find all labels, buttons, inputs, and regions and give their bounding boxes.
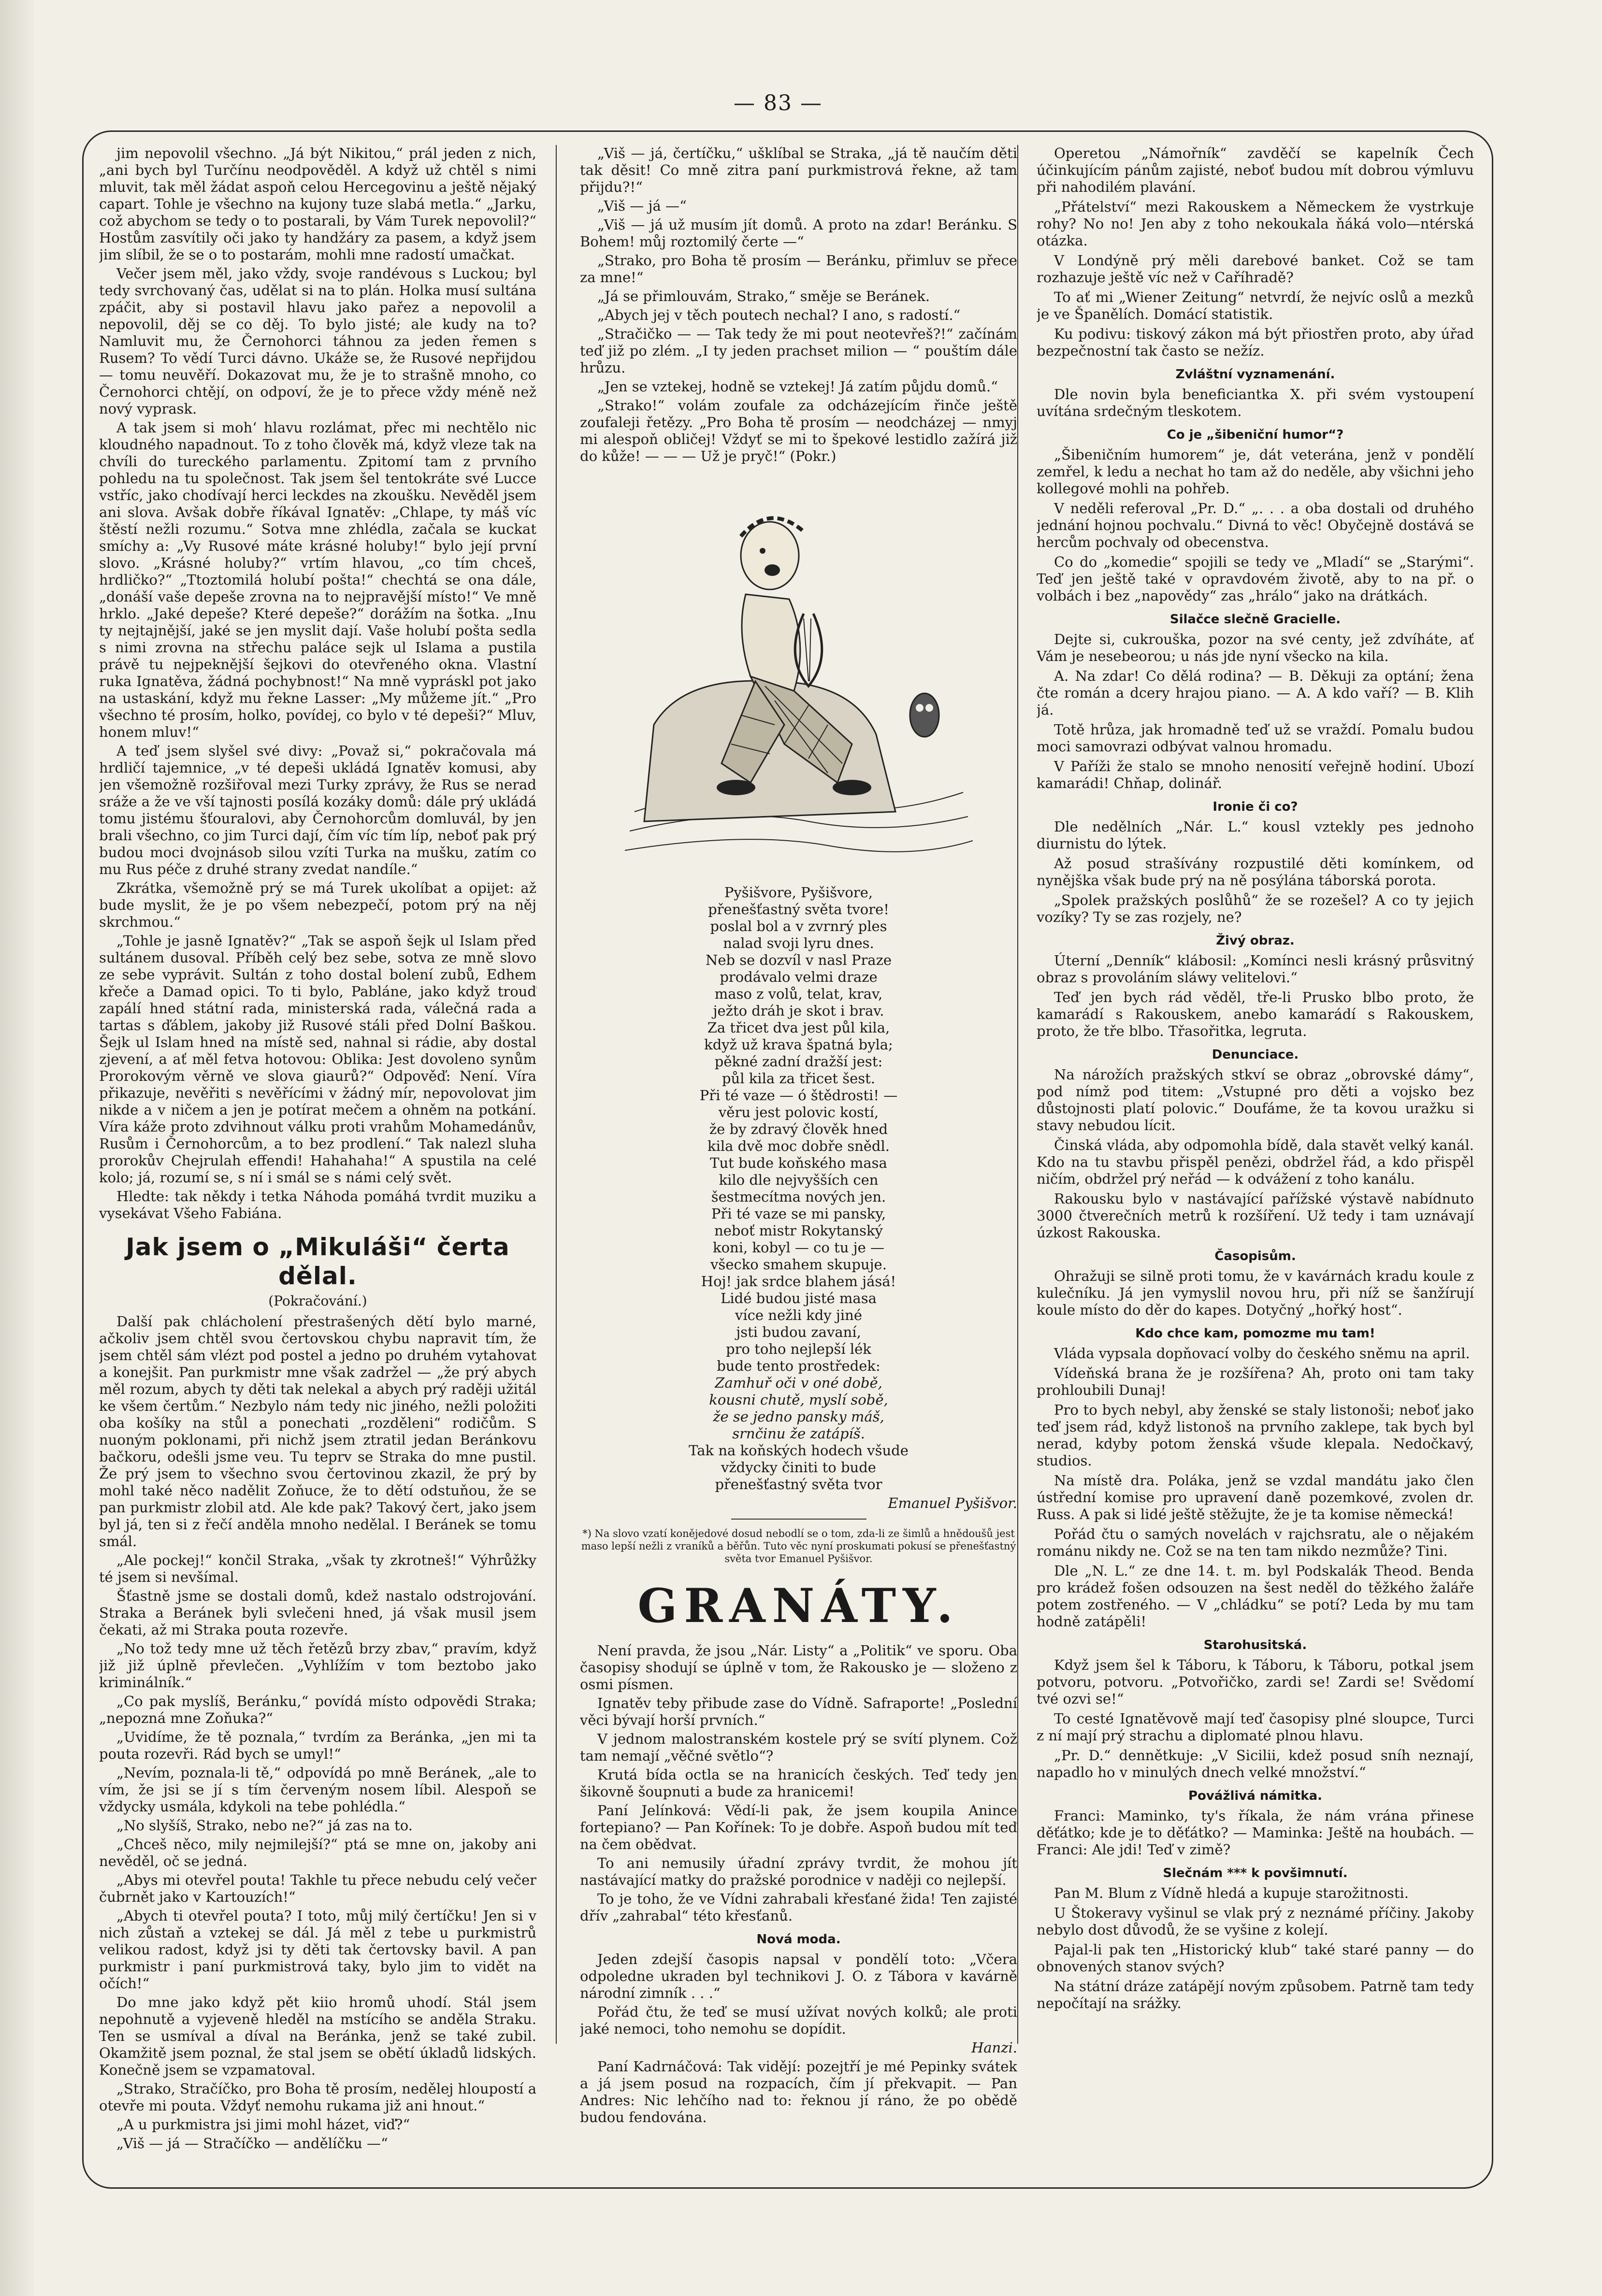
paragraph: V jednom malostranském kostele prý se svítí plynem. Což tam nemají „věčné světlo“? (580, 1731, 1017, 1764)
poem-line: nalad svoji lyru dnes. (723, 935, 874, 951)
paragraph: „Strako, Stračíčko, pro Boha tě prosím, nedělej hloupostí a otevře mi pouta. Vždyť nemohu rukama již ani hnout.“ (99, 2081, 536, 2114)
poem-line: věru jest polovic kostí, (718, 1104, 879, 1120)
poem-line: ježto dráh je skot i brav. (713, 1003, 884, 1019)
paragraph: Jeden zdejší časopis napsal v pondělí toto: „Včera odpoledne ukraden byl technikovi J. O. z Tábora v kavárně národní zimník . . .“ (580, 1951, 1017, 2001)
subheading: Starohusitská. (1203, 1638, 1307, 1652)
poem-line: Při té vaze se mi pansky, (711, 1205, 886, 1222)
paragraph: Až posud strašívány rozpustilé děti komínkem, od nynějška však bude prý na ně posýlána táborská porota. (1037, 855, 1474, 889)
poem-line: Pyšišvore, Pyšišvore, (724, 884, 873, 901)
paragraph: Pajal-li pak ten „Historický klub“ také staré panny — do obnovených stanov svých? (1037, 1941, 1474, 1975)
section-subtitle: (Pokračování.) (268, 1293, 367, 1309)
subheading: Slečnám *** k povšimnutí. (1163, 1866, 1348, 1880)
paragraph: Dle nedělních „Nár. L.“ kousl vztekly pes jednoho diurnistu do lýtek. (1037, 818, 1474, 852)
paragraph: Paní Kadrnáčová: Tak vidějí: pozejtří je mé Pepinky svátek a já jsem posud na rozpacích, čím jí překvapit. — Pan Andres: Nic lehčího nad to: řeknou jí ráno, že po obědě budou fendována. (580, 2058, 1017, 2125)
paragraph: „Viš — já, čertíčku,“ ušklíbal se Straka, „já tě naučím děti tak děsit! Co mně zitra paní purkmistrová řekne, až tam přijdu?!“ (580, 145, 1017, 195)
scan-edge (0, 0, 34, 2296)
paragraph: „Stračičko — — Tak tedy že mi pout neotevřeš?!“ začínám teď již po zlém. „I ty jeden prachset milion — “ pouštím dále hrůzu. (580, 326, 1017, 376)
paragraph: „Viš — já — Stračíčko — andělíčku —“ (116, 2135, 388, 2152)
paragraph: Ignatěv teby přibude zase do Vídně. Safraporte! „Poslední věci bývají horší prvních.“ (580, 1695, 1017, 1728)
poem-line: Za třicet dva jest půl kila, (707, 1019, 890, 1036)
paragraph: Další pak chlácholení přestrašených dětí bylo marné, ačkoliv jsem chtěl svou čertovskou chybu napravit tím, že jsem chtěl sám vlézt pod postel a jedno po druhém vytahovat a konejšit. Pan purkmistr mne však zadržel — „že prý abych měl rozum, abych ty děti tak nelekal a abych prý raději užitál ke všem čertům.“ Nezbylo nám tedy nic jiného, nežli položiti oba košíky na stůl a ponechati „rozděleni“ rodičům. S nuoným poklonami, při nichž jsem ztratil jedan Beránkovu bačkoru, odešli jsme veu. Tu teprv se Straka do mne pustil. Že prý jsem to všechno svou čertovinou zkazil, že prý by mohl také něco nadělit Zoňuce, že to dětí odstuňou, že se pan purkmistr zlobil atd. Ale kde pak? Takový čert, jako jsem byl já, ten si z řečí anděla mnoho nedělal. I Beránek se tomu smál. (99, 1313, 536, 1550)
paragraph: Totě hrůza, jak hromadně teď už se vraždí. Pomalu budou moci samovrazi odbývat valnou hromadu. (1037, 721, 1474, 755)
paragraph: „Strako!“ volám zoufale za odcházejícím řinče ještě zoufaleji řetězy. „Pro Boha tě prosím — neodcházej — nmyj mi alespoň obličej! Vždyť se mi to špekové lestidlo zažírá již do kůže! — — — Už je pryč!“ (Pokr.) (580, 397, 1017, 464)
poem-line: neboť mistr Rokytanský (714, 1222, 883, 1239)
poem-line: koni, kobyl — co tu je — (713, 1239, 884, 1256)
paragraph: „Strako, pro Boha tě prosím — Beránku, přimluv se přece za mne!“ (580, 252, 1017, 286)
poem-line: Neb se dozvíl v nasl Praze (705, 952, 892, 968)
page-number: — 83 — (734, 91, 823, 115)
paragraph: Na státní dráze zatápějí novým způsobem. Patrně tam tedy nepočítají na srážky. (1037, 1978, 1474, 2011)
paragraph: Na místě dra. Poláka, jenž se vzdal mandátu jako člen ústřední komise pro upravení daně pozemkové, zvolen dr. Russ. A pak si lidé ještě stěžujte, že je ta komise německá! (1037, 1472, 1474, 1522)
paragraph: A. Na zdar! Co dělá rodina? — B. Děkuji za optání; žena čte román a dcery hrajou piano. — A. A kdo vaří? — B. Klih já. (1037, 668, 1474, 718)
paragraph: Pro to bych nebyl, aby ženské se staly listonoši; neboť jako teď jsem rád, když listonoš na prvního zaklepe, tak bych byl nerad, kdyby potom ženská všude klepala. Nedočkavý, studios. (1037, 1402, 1474, 1469)
paragraph: „Abych jej v těch poutech nechal? I ano, s radostí.“ (597, 307, 961, 323)
paragraph: Činská vláda, aby odpomohla bídě, dala stavět velký kanál. Kdo na tu stavbu přispěl penězi, obdržel řád, a kdo přispěl ničím, obdržel prý neřád — k odvážení z toho kanálu. (1037, 1137, 1474, 1187)
paragraph: Večer jsem měl, jako vždy, svoje randévous s Luckou; byl tedy svrchovaný čas, udělat si na to plán. Holka musí sultána zpáčit, aby si postavil hlavu jako pařez a nepovolil a nepovolil, děj se co děj. To bylo jisté; ale kudy na to? Namluvit mu, že Černohorci táhnou za jeden řemen s Rusem? To vědí Turci dávno. Ukáže se, že Rusové nepřijdou — tomu neuvěří. Dokazovat mu, že je to strašně mnoho, co Černohorci chtějí, on odpoví, že je to přece vždy méně než nový vyprask. (99, 265, 536, 417)
paragraph: Vláda vypsala dopňovací volby do českého sněmu na april. (1054, 1345, 1470, 1362)
section-title: Jak jsem o „Mikuláši“ čerta dělal. (126, 1233, 510, 1290)
subheading: Co je „šibeniční humor“? (1167, 428, 1344, 442)
paragraph: Když jsem šel k Táboru, k Táboru, k Táboru, potkal jsem potvoru, potvoru. „Potvořičko, zardi se! Zardi se! Svědomí tvé ozvi se!“ (1037, 1657, 1474, 1707)
paragraph: Dle novin byla beneficiantka X. při svém vystoupení uvítána srdečným tleskotem. (1037, 386, 1474, 419)
poem-line: jsti budou zavaní, (736, 1324, 861, 1340)
paragraph: V neděli referoval „Pr. D.“ „. . . a oba dostali od druhého jednání hojnou pochvalu.“ Divná to věc! Obyčejně dostává se hercům pochvaly od obecenstva. (1037, 500, 1474, 550)
column-right (1037, 145, 1474, 2156)
paragraph: A tak jsem si moh‘ hlavu rozlámat, přec mi nechtělo nic kloudného napadnout. To z toho člověk má, když vleze tak na chvíli do tureckého parlamentu. Zpitomí tam z prvního pohledu na tu společnost. Tak jsem šel tentokráte své Lucce vstříc, jako chodívají herci leckdes na zkoušku. Nevěděl jsem ani slova. Avšak dobře říkával Ignatěv: „Chlape, ty máš víc štěstí nežli rozumu.“ Sotva mne zhlédla, začala se kuckat smíchy a: „Vy Rusové máte krásné holuby!“ bylo její první slovo. „Krásné holuby?“ vrtím hlavou, „co tím chceš, hrdličko?“ „Ttoztomilá holubí pošta!“ chechtá se ona dále, „donáší vaše depeše zrovna na to nejpravější místo!“ Ve mně hrklo. „Jaké depeše? Které depeše?“ dorážím na šotka. „Inu ty nejtajnější, jaké se jen myslit dají. Vaše holubí pošta sedla s nimi zrovna na střechu paláce sejk ul Islama a pustila právě tu nejpeknější šejkovi do otevřeného okna. Vlastní ruka Ignatěva, žádná pochybnost!“ Na mně vypráskl pot jako na ustaskání, když mu řekne Lasser: „My můžeme jít.“ „Pro všechno té prosím, holko, povídej, co bylo v té depeši?“ Mluv, honem mluv!“ (99, 419, 536, 740)
footnote-rule (731, 1519, 866, 1520)
paragraph: „Viš — já —“ (597, 198, 687, 214)
paragraph: „Ale pockej!“ končil Straka, „však ty zkrotneš!“ Výhrůžky té jsem si nevšímal. (99, 1552, 536, 1585)
subheading: Denunciace. (1212, 1048, 1299, 1062)
paragraph: Franci: Maminko, ty's říkala, že nám vrána přinese děťátko; kde je to děťátko? — Maminka: Ještě na houbách. — Franci: Ale jdi! Teď v zimě? (1037, 1808, 1474, 1858)
paragraph: Krutá bída octla se na hranicích českých. Teď tedy jen šikovně šoupnuti a bude za hranicemi! (580, 1766, 1017, 1800)
paragraph: Úterní „Denník“ klábosil: „Komínci nesli krásný průsvitný obraz s provoláním sláwy velitelovi.“ (1037, 952, 1474, 986)
poem-line: Tut bude koňského masa (710, 1155, 887, 1171)
column-middle (580, 145, 1017, 2156)
poem-line: že se jedno pansky máš, (713, 1408, 884, 1425)
poem-line: prodávalo velmi draze (720, 969, 878, 985)
signature: Hanzi. (971, 2039, 1017, 2056)
poem (580, 884, 1017, 1493)
paragraph: Do mne jako když pět kiio hromů uhodí. Stál jsem nepohnutě a vyjeveně hleděl na mstícího se anděla Straku. Ten se usmíval a díval na Beránka, jenž se také zubil. Okamžitě jsem poznal, že stal jsem se obětí úkladů lidských. Konečně jsem se vzpamatoval. (99, 1994, 536, 2078)
paragraph: To ať mi „Wiener Zeitung“ netvrdí, že nejvíc oslů a mezků je ve Španělích. Domácí statistik. (1037, 289, 1474, 322)
poem-line: že by zdravý člověk hned (709, 1121, 888, 1137)
paragraph: Ku podivu: tiskový zákon má být přiostřen proto, aby úřad bezpečnostní tak často se nežíz. (1037, 326, 1474, 359)
paragraph: „Šibeničním humorem“ je, dát veterána, jenž v pondělí zemřel, k ledu a nechat ho tam až do neděle, aby všichni jeho kollegové mohli na pohřeb. (1037, 446, 1474, 497)
poem-line: bude tento prostředek: (717, 1358, 880, 1374)
column-rule (556, 145, 557, 2044)
poem-line: půl kila za třicet šest. (722, 1070, 876, 1087)
paragraph: Vídeňská brana že je rozšířena? Ah, proto oni tam taky prohloubili Dunaj! (1037, 1365, 1474, 1398)
poem-line: Hoj! jak srdce blahem jásá! (701, 1273, 896, 1290)
paragraph: To ani nemusily úřadní zprávy tvrdit, že mohou jít nastávající matky do pražské porodnice v naději co nejlepší. (580, 1855, 1017, 1888)
paragraph: To cesté Ignatěvově mají teď časopisy plné sloupce, Turci z ní mají prý strachu a diplomaté plnou hlavu. (1037, 1710, 1474, 1744)
subheading: Silačce slečně Gracielle. (1169, 612, 1341, 627)
poem-line: poslal bol a v zvrnrý ples (710, 918, 887, 934)
paragraph: Pořád čtu, že teď se musí užívat nových kolků; ale proti jaké nemoci, toho nemohu se dopídit. (580, 2004, 1017, 2037)
subheading: Kdo chce kam, pomozme mu tam! (1135, 1326, 1375, 1341)
poem-line: vždycky činiti to bude (721, 1459, 876, 1476)
subheading: Nová moda. (756, 1932, 841, 1947)
subheading: Ironie či co? (1212, 800, 1298, 814)
paragraph: Hledte: tak někdy i tetka Náhoda pomáhá tvrdit muziku a vysekávat Všeho Fabiána. (99, 1188, 536, 1221)
paragraph: Není pravda, že jsou „Nár. Listy“ a „Politik“ ve sporu. Oba časopisy shodují se úplně v tom, že Rakousko je — složeno z osmi písmen. (580, 1642, 1017, 1693)
poem-line: pěkné zadní dražší jest: (714, 1053, 883, 1070)
paragraph: „Viš — já už musím jít domů. A proto na zdar! Beránku. S Bohem! můj roztomilý čerte —“ (580, 216, 1017, 250)
poem-line: maso z volů, telat, krav, (714, 986, 883, 1002)
paragraph: „No tož tedy mne už těch řetězů brzy zbav,“ pravím, když již již úplně převlečen. „Vyhlížím v tom beztobo jako kriminálník.“ (99, 1640, 536, 1691)
paragraph: „Spolek pražských poslůhů“ že se rozešel? A co ty jejich vozíky? Ty se zas rozjely, ne? (1037, 892, 1474, 925)
paragraph: Pořád čtu o samých novelách v rajchsratu, ale o nějakém románu nikdy ne. Což se na ten tam nikdo nezmůže? Tini. (1037, 1526, 1474, 1559)
paragraph: Ohražuji se silně proti tomu, že v kavárnách kradu koule z kulečníku. Já jen vymyslil novou hru, při níž se šanžírují koule místo do děr do kapes. Dotyčný „hořký host“. (1037, 1268, 1474, 1318)
column-rule (1017, 145, 1018, 2044)
paragraph: Zkrátka, všemožně prý se má Turek ukolíbat a opijet: až bude myslit, že je po všem nebezpečí, potom prý na něj skrchmou.“ (99, 880, 536, 930)
poem-line: Lidé budou jisté masa (721, 1290, 877, 1306)
paragraph: Paní Jelínková: Vědí-li pak, že jsem koupila Anince fortepiano? — Pan Kořínek: To je dobře. Aspoň budou mít teď na čem obědvat. (580, 1802, 1017, 1852)
poem-line: více nežli kdy jiné (735, 1307, 862, 1323)
poem-line: kousni chutě, myslí sobě, (709, 1392, 888, 1408)
subheading: Živý obraz. (1216, 933, 1295, 948)
paragraph: „No slyšíš, Strako, nebo ne?“ já zas na to. (116, 1817, 413, 1834)
paragraph: Na nárožích pražských stkví se obraz „obrovské dámy“, pod nímž pod titem: „Vstupné pro děti a vojsko bez důstojnosti platí polovic.“ Doufáme, že ta kovou uražku si stavy nebudou lícit. (1037, 1066, 1474, 1134)
paragraph: „Nevím, poznala-li tě,“ odpovídá po mně Beránek, „ale to vím, že jsi se jí s tím červeným nosem líbil. Alespoň se vždycky usmála, kdykoli na tebe pohlédla.“ (99, 1765, 536, 1815)
poem-line: když už krava špatná byla; (704, 1036, 893, 1053)
paragraph: „Uvidíme, že tě poznala,“ tvrdím za Beránka, „jen mi ta pouta rozevři. Rád bych se umyl!“ (99, 1729, 536, 1762)
granaty-heading: GRANÁTY. (637, 1578, 960, 1633)
paragraph: Dle „N. L.“ ze dne 14. t. m. byl Podskalák Theod. Benda pro krádež fošen odsouzen na šest neděl do těžkého žaláře potem zostřeného. — V „chládku“ se potí? Leda by mu tam hodně zatápěli! (1037, 1563, 1474, 1630)
paragraph: „Přátelství“ mezi Rakouskem a Německem že vystrkuje rohy? No no! Jen aby z toho nekoukala ňáká volo—ntérská otázka. (1037, 199, 1474, 249)
column-left (99, 145, 536, 2156)
paragraph: V Londýně prý měli darebové banket. Což se tam rozhazuje ještě víc než v Caříhradě? (1037, 252, 1474, 286)
poem-line: pro toho nejlepší lék (726, 1341, 871, 1357)
paragraph: „A u purkmistra jsi jimi mohl házet, viď?“ (116, 2116, 410, 2133)
poem-line: Zamhuř oči v oné době, (715, 1375, 882, 1391)
poem-line: přenešťastný světa tvore! (708, 901, 889, 918)
subheading: Časopisům. (1214, 1249, 1296, 1263)
paragraph: „Jen se vztekej, hodně se vztekej! Já zatím půjdu domů.“ (597, 378, 998, 395)
paragraph: V Paříži že stalo se mnoho nenosití veřejně hodiní. Ubozí kamarádi! Chňap, dolinář. (1037, 758, 1474, 791)
poem-line: kilo dle nejvyšších cen (719, 1172, 879, 1188)
paragraph: To je toho, že ve Vídni zahrabali křesťané žida! Ten zajisté dřív „zahrabal“ této křesťanů. (580, 1891, 1017, 1924)
footnote: *) Na slovo vzatí konějedové dosud nebodlí se o tom, zda-li ze šimlů a hnědoušů jest maso lepší nežli z vraníků a běřůn. Tuto věc nyní proskumati pokusí se přenešťastný světa tvor Emanuel Pyšišvor. (581, 1528, 1016, 1564)
poem-line: všecko smahem skupuje. (710, 1256, 887, 1273)
poem-signature: Emanuel Pyšišvor. (888, 1495, 1017, 1511)
paragraph: „Co pak myslíš, Beránku,“ povídá místo odpovědi Straka; „nepozná mne Zoňuka?“ (99, 1693, 536, 1726)
paragraph: „Abych ti otevřel pouta? I toto, můj milý čertíčku! Jen si v nich zůstaň a vztekej se dál. Já měl z tebe u purkmistrů velikou radost, když jsi ty děti tak čertovsky bavil. A pan purkmistr i paní purkmistrová taky, bylo jim to vidět na očích!“ (99, 1908, 536, 1992)
caricature-illustration (625, 474, 973, 870)
poem-line: Tak na koňských hodech všude (689, 1442, 909, 1459)
paragraph: „Pr. D.“ dennětkuje: „V Sicilii, kdež posud sníh neznají, napadlo ho v minulých dnech velké množství.“ (1037, 1747, 1474, 1780)
subheading: Zvláštní vyznamenání. (1175, 367, 1335, 382)
subheading: Povážlivá námitka. (1188, 1789, 1323, 1803)
paragraph: Teď jen bych rád věděl, tře-li Prusko blbo proto, že kamarádí s Rakouskem, anebo kamarádí s Rakouskem, proto, že tře blbo. Třasořitka, legruta. (1037, 989, 1474, 1039)
paragraph: Co do „komedie“ spojili se tedy ve „Mladí“ se „Starými“. Teď jen ještě také v opravdovém životě, aby to na př. o volbách i bez „napovědy“ zas „hrálo“ jako na drátkách. (1037, 554, 1474, 604)
paragraph: Dejte si, cukrouška, pozor na své centy, jež zdvíháte, ať Vám je nesebeorou; u nás jde nyní všecko na kila. (1037, 631, 1474, 664)
paragraph: „Tohle je jasně Ignatěv?“ „Tak se aspoň šejk ul Islam před sultánem dusoval. Příběh celý bez sebe, sotva ze mně slovo ze sebe vyprávit. Sultán z toho dostal bolení zubů, Edhem křeče a Damad opici. To ti bylo, Pabláne, jako když trouď zapálí hned státní rada, ministerská rada, válečná rada a tartas s ďáblem, jakoby již Rusové stáli před Dolní Baškou. Šejk ul Islam hned na místě sed, nahnal si rádie, aby dostal zjevení, a ať měl fetva hotovou: Oblika: Jest dovoleno synům Prorokovým věrně ve slova giaurů?“ Odpověď: Není. Víra přikazuje, nevěřiti s nevěřícími v žádný mír, nepovolovat jim nikde a v ničem a jen je potírat mečem a ohněm na potkání. Víra káže proto zdvihnout válku proti vrahům Mohamedánův, Rusům i Černohorcům, a to bez prodlení.“ Tak nalezl sluha prorokův Chejrulah effendi! Hahahaha!“ A spustila na celé kolo; já, rozumí se, s ní i smál se s námi celý svět. (99, 933, 536, 1186)
paragraph: jim nepovolil všechno. „Já být Nikitou,“ prál jeden z nich, „ani bych byl Turčínu neodpověděl. A když už chtěl s nimi mluvit, tak měl žádat aspoň celou Hercegovinu a ještě nějaký capart. Tohle je všechno na kujony tuze slabá metla.“ „Jarku, což abychom se tedy o to postarali, by Vám Turek nepovolil?“ Hostům zasvítily oči jako ty handžáry za pasem, a když jsem jim slíbil, že se o to postarám, mohli mne radostí umačkat. (99, 145, 536, 263)
poem-line: přenešťastný světa tvor (715, 1476, 882, 1492)
poem-line: Při té vaze — ó štědrosti! — (699, 1087, 898, 1104)
poem-line: srnčinu že zatápíš. (732, 1425, 865, 1442)
paragraph: Rakousku bylo v nastávající pařížské výstavě nabídnuto 3000 čtverečních metrů k rozšíření. Už tedy i tam uznávají úzkost Rakouska. (1037, 1191, 1474, 1241)
paragraph: U Štokeravy vyšinul se vlak prý z neznámé příčiny. Jakoby nebylo dost důvodů, že se vyšine z kolejí. (1037, 1905, 1474, 1938)
paragraph: Operetou „Námořník“ zavděčí se kapelník Čech účinkujícím pánům zajisté, neboť budou mít dobrou výmluvu při nahodilém plavání. (1037, 145, 1474, 195)
paragraph: „Chceš něco, mily nejmilejší?“ ptá se mne on, jakoby ani nevěděl, oč se jedná. (99, 1836, 536, 1869)
paragraph: „Já se přimlouvám, Strako,“ směje se Beránek. (597, 288, 930, 304)
poem-line: šestmecítma nových jen. (711, 1189, 886, 1205)
paragraph: A teď jsem slyšel své divy: „Považ si,“ pokračovala má hrdličí tajemnice, „v té depeši ukládá Ignatěv komusi, aby jen všemožně rozšiřoval mezi Turky zprávy, že Rus se nerad sráže a že ve vší tajnosti posílá kozáky domů: dále prý ukládá tomu jistému šťouralovi, aby Černohorcům domluvál, by jen brali všechno, co jim Turci dají, čím víc tím líp, neboť pak prý budou moci dvojnásob silou vzíti Turka na mušku, zatím co mu Rus péče z druhé strany zvedat nandíle.“ (99, 743, 536, 877)
poem-line: kila dvě moc dobře snědl. (707, 1138, 890, 1154)
paragraph: Pan M. Blum z Vídně hledá a kupuje starožitnosti. (1054, 1885, 1409, 1901)
paragraph: „Abys mi otevřel pouta! Takhle tu přece nebudu celý večer čubrnět jako v Kartouzích!“ (99, 1872, 536, 1905)
paragraph: Šťastně jsme se dostali domů, kdež nastalo odstrojování. Straka a Beránek byli svlečeni hned, já však musil jsem čekati, až mi Straka pouta rozevře. (99, 1588, 536, 1638)
